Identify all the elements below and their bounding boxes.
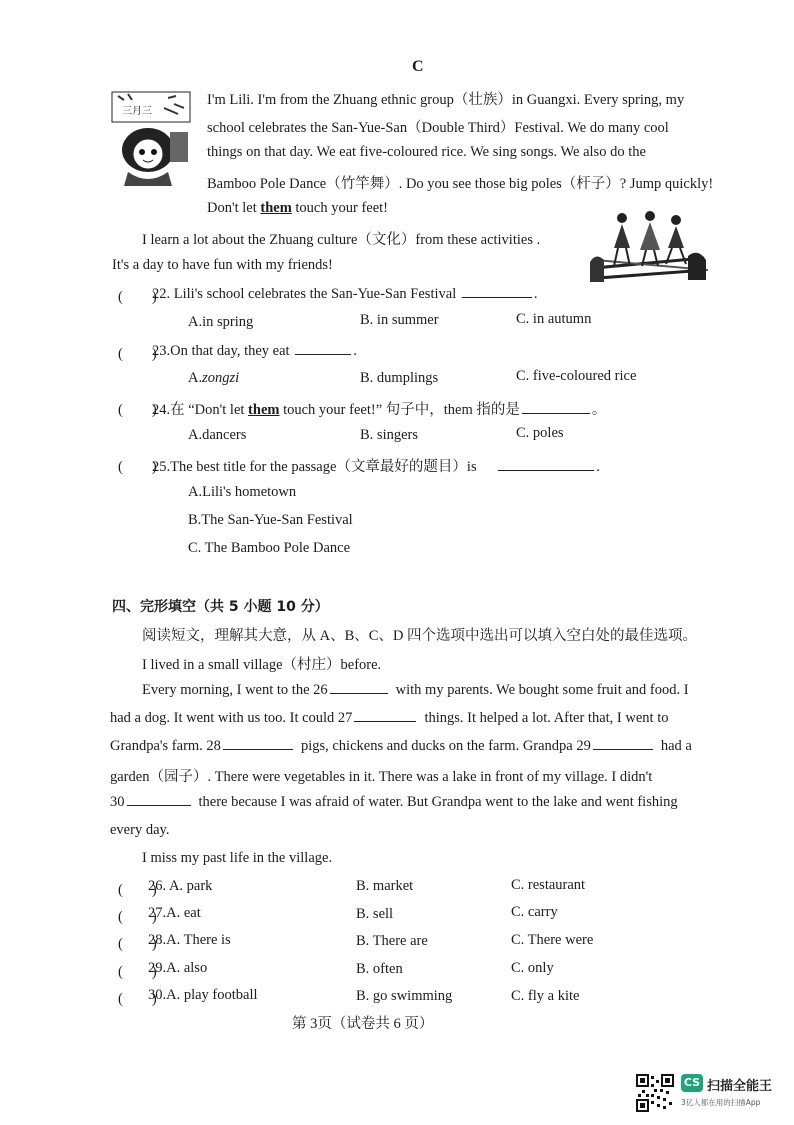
answer-bracket[interactable]: ( ) xyxy=(118,346,157,362)
option-a[interactable]: A.dancers xyxy=(188,427,247,443)
cloze-text: pigs, chickens and ducks on the farm. Grandpa 29 xyxy=(300,738,591,754)
cloze-text: 30 xyxy=(110,794,125,810)
question-stem: touch your feet!” 句子中，them 指的是 xyxy=(279,402,520,418)
blank-29[interactable] xyxy=(593,737,653,750)
option-c[interactable]: C. five-coloured rice xyxy=(516,368,637,384)
question-24 xyxy=(152,398,606,419)
passage-line xyxy=(207,200,388,217)
cloze-text: had a xyxy=(660,738,692,754)
section-title: C xyxy=(412,58,424,75)
option-a[interactable]: 26. A. park xyxy=(148,878,213,894)
scanner-logo-tagline: 3亿人都在用的扫描App xyxy=(681,1098,761,1107)
option-a[interactable] xyxy=(188,370,239,387)
option-b[interactable]: B. go swimming xyxy=(356,988,453,1004)
option-a[interactable]: 27.A. eat xyxy=(148,905,201,921)
option-a[interactable]: 29.A. also xyxy=(148,960,208,976)
answer-blank[interactable] xyxy=(498,458,594,471)
punctuation: . xyxy=(533,286,538,302)
scanner-logo-name: 扫描全能王 xyxy=(707,1079,773,1094)
option-a[interactable]: 30.A. play football xyxy=(148,987,258,1003)
qr-code-icon xyxy=(636,1074,674,1112)
answer-bracket[interactable]: ( ) xyxy=(118,882,157,898)
option-b[interactable]: B. There are xyxy=(356,933,428,949)
cloze-line xyxy=(110,709,668,727)
answer-bracket[interactable]: ( ) xyxy=(118,909,157,925)
passage-text: Don't let xyxy=(207,200,261,216)
option-c[interactable]: C. poles xyxy=(516,425,564,441)
option-text: zongzi xyxy=(202,370,240,386)
option-b[interactable]: B. often xyxy=(356,961,403,977)
passage-line: Bamboo Pole Dance（竹竿舞）. Do you see those big poles（杆子）? Jump quickly! xyxy=(207,176,714,192)
emphasized-word: them xyxy=(260,200,292,216)
girl-festival-illustration xyxy=(108,88,194,188)
question-stem: 23.On that day, they eat xyxy=(152,343,290,359)
option-a[interactable]: A.Lili's hometown xyxy=(188,484,297,500)
answer-blank[interactable] xyxy=(462,285,532,298)
option-b[interactable]: B. singers xyxy=(360,427,418,443)
answer-blank[interactable] xyxy=(522,401,590,414)
cloze-line: garden（园子）. There were vegetables in it. There was a lake in front of my village. I didn't xyxy=(110,769,653,785)
emphasized-word: them xyxy=(248,402,280,418)
blank-27[interactable] xyxy=(354,709,416,722)
option-b[interactable]: B. in summer xyxy=(360,312,439,328)
answer-bracket[interactable]: ( ) xyxy=(118,936,157,952)
answer-bracket[interactable]: ( ) xyxy=(118,402,157,418)
question-25 xyxy=(152,455,600,476)
option-b[interactable]: B. market xyxy=(356,878,414,894)
blank-30[interactable] xyxy=(127,793,191,806)
option-c[interactable]: C. carry xyxy=(511,904,558,920)
bamboo-dance-illustration xyxy=(588,206,710,286)
option-c[interactable]: C. in autumn xyxy=(516,311,592,327)
page-number: 第 3页（试卷共 6 页） xyxy=(292,1016,434,1032)
scanner-logo-badge: CS xyxy=(681,1074,703,1092)
blank-26[interactable] xyxy=(330,681,388,694)
answer-bracket[interactable]: ( ) xyxy=(118,964,157,980)
question-22 xyxy=(152,285,537,303)
option-b[interactable]: B. dumplings xyxy=(360,370,439,386)
passage-line: It's a day to have fun with my friends! xyxy=(112,257,333,273)
passage-text: touch your feet! xyxy=(291,200,389,216)
option-prefix: A. xyxy=(188,370,203,386)
cloze-line xyxy=(110,793,678,811)
answer-bracket[interactable]: ( ) xyxy=(118,289,157,305)
option-b[interactable]: B.The San-Yue-San Festival xyxy=(188,512,353,528)
cloze-line: I miss my past life in the village. xyxy=(142,850,333,866)
cloze-text: with my parents. We bought some fruit and food. I xyxy=(395,682,689,698)
cloze-text: Every morning, I went to the 26 xyxy=(142,682,328,698)
question-stem: 25.The best title for the passage（文章最好的题目）is xyxy=(152,459,477,475)
answer-bracket[interactable]: ( ) xyxy=(118,459,157,475)
option-b[interactable]: B. sell xyxy=(356,906,394,922)
cloze-text: had a dog. It went with us too. It could 27 xyxy=(110,710,353,726)
option-c[interactable]: C. fly a kite xyxy=(511,988,580,1004)
option-c[interactable]: C. There were xyxy=(511,932,594,948)
passage-line: school celebrates the San-Yue-San（Double Third）Festival. We do many cool xyxy=(207,120,669,136)
cloze-line xyxy=(142,681,689,699)
section-heading: 四、完形填空（共 5 小题 10 分） xyxy=(112,599,329,615)
cloze-line: every day. xyxy=(110,822,170,838)
option-a[interactable]: 28.A. There is xyxy=(148,932,231,948)
option-c[interactable]: C. The Bamboo Pole Dance xyxy=(188,540,351,556)
question-stem: 22. Lili's school celebrates the San-Yue-San Festival xyxy=(152,286,457,302)
answer-blank[interactable] xyxy=(295,342,351,355)
option-c[interactable]: C. only xyxy=(511,960,554,976)
option-c[interactable]: C. restaurant xyxy=(511,877,586,893)
passage-line: I learn a lot about the Zhuang culture（文化）from these activities . xyxy=(142,232,541,248)
question-stem: 24.在 “Don't let xyxy=(152,402,249,418)
punctuation: . xyxy=(596,459,600,475)
punctuation: 。 xyxy=(591,402,607,418)
cloze-line xyxy=(110,737,692,755)
badge-text: 三月三 xyxy=(122,106,152,117)
cloze-text: things. It helped a lot. After that, I went to xyxy=(424,710,669,726)
option-a[interactable]: A.in spring xyxy=(188,314,254,330)
cloze-text: there because I was afraid of water. But Grandpa went to the lake and went fishing xyxy=(198,794,678,810)
instruction: 阅读短文，理解其大意，从 A、B、C、D 四个选项中选出可以填入空白处的最佳选项。 xyxy=(142,628,698,644)
passage-line: I'm Lili. I'm from the Zhuang ethnic group（壮族）in Guangxi. Every spring, my xyxy=(207,92,685,108)
question-23 xyxy=(152,342,357,360)
punctuation: . xyxy=(353,343,357,359)
cloze-line: I lived in a small village（村庄）before. xyxy=(142,657,382,673)
blank-28[interactable] xyxy=(223,737,293,750)
passage-line: things on that day. We eat five-coloured rice. We sing songs. We also do the xyxy=(207,144,646,160)
cloze-text: Grandpa's farm. 28 xyxy=(110,738,221,754)
answer-bracket[interactable]: ( ) xyxy=(118,991,157,1007)
